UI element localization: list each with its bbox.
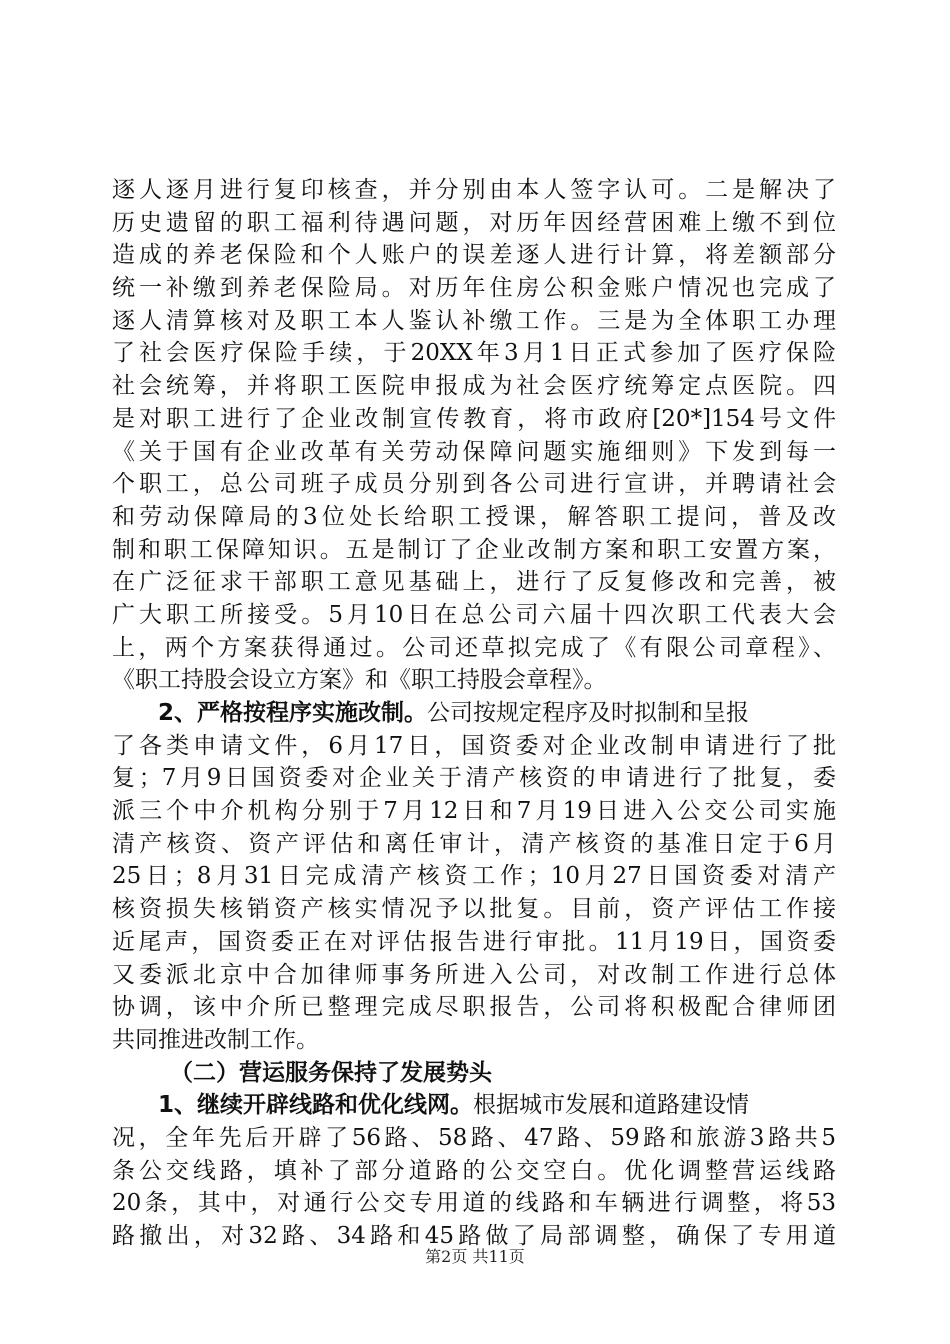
text-line: 协调，该中介所已整理完成尽职报告，公司将积极配合律师团	[112, 994, 836, 1021]
paragraph-first-line	[112, 1089, 836, 1122]
text-line: 统一补缴到养老保险局。对历年住房公积金账户情况也完成了	[112, 275, 836, 302]
text-line: 造成的养老保险和个人账户的误差逐人进行计算，将差额部分	[112, 242, 836, 269]
text-line: 了社会医疗保险手续，于20XX年3月1日正式参加了医疗保险	[112, 340, 836, 367]
text-line: 况，全年先后开辟了56路、58路、47路、59路和旅游3路共5	[112, 1124, 836, 1151]
text-line: 了各类申请文件，6月17日，国资委对企业改制申请进行了批	[112, 732, 836, 759]
paragraph-first-line	[112, 697, 836, 730]
paragraph-text: 根据城市发展和道路建设情	[473, 1092, 750, 1119]
text-line: 逐人清算核对及职工本人鉴认补缴工作。三是为全体职工办理	[112, 307, 836, 334]
text-line: 在广泛征求干部职工意见基础上，进行了反复修改和完善，被	[112, 569, 836, 596]
section-heading: （二）营运服务保持了发展势头	[170, 1059, 492, 1086]
text-line: 广大职工所接受。5月10日在总公司六届十四次职工代表大会	[112, 601, 836, 628]
text-line: 上，两个方案获得通过。公司还草拟完成了《有限公司章程》、	[112, 634, 836, 661]
text-line: 共同推进改制工作。	[112, 1026, 319, 1053]
text-line: 历史遗留的职工福利待遇问题，对历年因经营困难上缴不到位	[112, 209, 836, 236]
text-line: 逐人逐月进行复印核查，并分别由本人签字认可。二是解决了	[112, 177, 836, 203]
text-line: 和劳动保障局的3位处长给职工授课，解答职工提问，普及改	[112, 503, 836, 530]
text-line: 制和职工保障知识。五是制订了企业改制方案和职工安置方案，	[112, 536, 836, 563]
text-line: 20条，其中，对通行公交专用道的线路和车辆进行调整，将53	[112, 1190, 836, 1217]
paragraph-heading: 1、继续开辟线路和优化线网。	[158, 1092, 474, 1119]
text-line: 又委派北京中合加律师事务所进入公司，对改制工作进行总体	[112, 961, 836, 988]
paragraph-text: 公司按规定程序及时拟制和呈报	[427, 700, 750, 726]
text-line: 《关于国有企业改革有关劳动保障问题实施细则》下发到每一	[112, 438, 836, 465]
text-line: 社会统筹，并将职工医院申报成为社会医疗统筹定点医院。四	[112, 373, 836, 400]
text-line: 核资损失核销资产核实情况予以批复。目前，资产评估工作接	[112, 896, 836, 923]
text-line: 派三个中介机构分别于7月12日和7月19日进入公交公司实施	[112, 798, 836, 825]
text-line: 个职工，总公司班子成员分别到各公司进行宣讲，并聘请社会	[112, 471, 836, 498]
text-line: 复；7月9日国资委对企业关于清产核资的申请进行了批复，委	[112, 765, 836, 792]
text-line: 近尾声，国资委正在对评估报告进行审批。11月19日，国资委	[112, 928, 836, 955]
text-line: 清产核资、资产评估和离任审计，清产核资的基准日定于6月	[112, 830, 836, 857]
page-footer: 第2页 共11页	[425, 1247, 525, 1266]
text-line: 是对职工进行了企业改制宣传教育，将市政府[20*]154号文件	[112, 405, 836, 432]
text-line: 路撤出，对32路、34路和45路做了局部调整，确保了专用道	[112, 1223, 836, 1249]
body-text	[112, 174, 836, 1253]
paragraph-heading: 2、严格按程序实施改制。	[158, 700, 428, 726]
text-line: 25日；8月31日完成清产核资工作；10月27日国资委对清产	[112, 863, 836, 890]
text-line: 条公交线路，填补了部分道路的公交空白。优化调整营运线路	[112, 1157, 836, 1184]
text-line: 《职工持股会设立方案》和《职工持股会章程》。	[112, 667, 607, 694]
